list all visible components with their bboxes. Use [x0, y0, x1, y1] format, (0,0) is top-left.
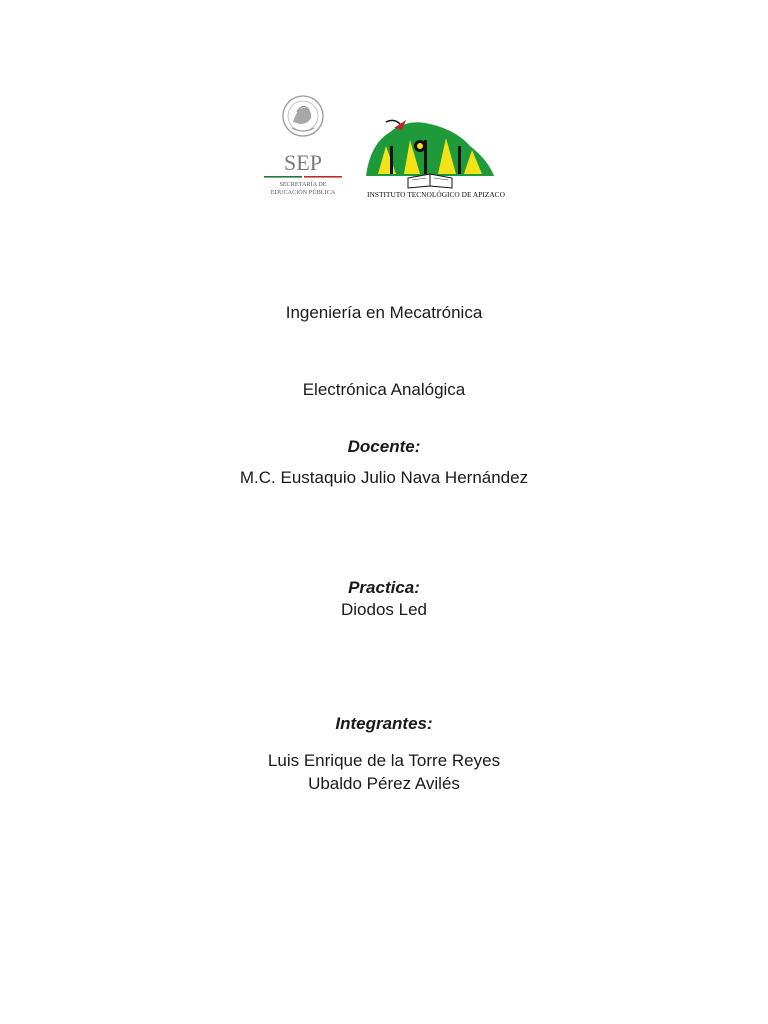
- practice-title: Diodos Led: [340, 600, 427, 619]
- member-name: Ubaldo Pérez Avilés: [308, 774, 460, 793]
- sep-green-stripe: [264, 176, 302, 178]
- practice-label: Practica:: [348, 578, 420, 597]
- sep-acronym: SEP: [284, 150, 322, 175]
- course-name: Electrónica Analógica: [302, 380, 466, 399]
- member-name: Luis Enrique de la Torre Reyes: [267, 751, 501, 770]
- volcano-emblem-icon: [366, 120, 494, 176]
- open-book-icon: [408, 174, 452, 188]
- program-name: Ingeniería en Mecatrónica: [285, 303, 483, 322]
- sep-subtitle-line1: SECRETARÍA DE: [279, 181, 327, 188]
- teacher-label: Docente:: [347, 437, 421, 456]
- mexican-eagle-seal-icon: [283, 96, 323, 136]
- institute-name: INSTITUTO TECNOLÓGICO DE APIZACO: [367, 190, 505, 199]
- sep-red-stripe: [304, 176, 342, 178]
- sep-subtitle-line2: EDUCACIÓN PÚBLICA: [270, 189, 336, 196]
- members-label: Integrantes:: [335, 714, 433, 733]
- sep-logo: [262, 92, 344, 202]
- instituto-tecnologico-apizaco-logo: [360, 116, 512, 200]
- teacher-name: M.C. Eustaquio Julio Nava Hernández: [239, 468, 529, 487]
